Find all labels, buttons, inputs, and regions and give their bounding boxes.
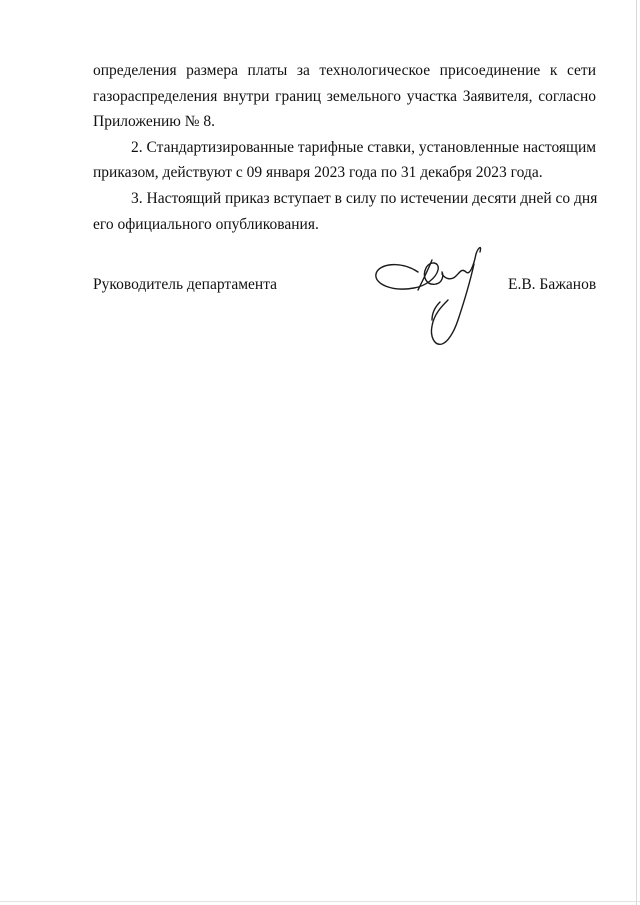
position-title: Руководитель департамента — [93, 276, 278, 293]
scan-edge-right — [636, 0, 637, 905]
paragraph-1-line-1: определения размера платы за технологическое присоединение к сети — [93, 62, 596, 79]
paragraph-2-line-1: 2. Стандартизированные тарифные ставки, установленные настоящим — [131, 139, 597, 156]
paragraph-1-line-3: Приложению № 8. — [93, 113, 216, 130]
paragraph-1-line-2: газораспределения внутри границ земельного участка Заявителя, согласно — [93, 88, 596, 105]
scan-edge-bottom — [0, 901, 640, 902]
paragraph-3-line-2: его официального опубликования. — [93, 216, 319, 233]
paragraph-3-line-1: 3. Настоящий приказ вступает в силу по истечении десяти дней со дня — [131, 190, 598, 207]
signer-name: Е.В. Бажанов — [508, 276, 597, 293]
paragraph-2-line-2: приказом, действуют с 09 января 2023 года по 31 декабря 2023 года. — [93, 164, 543, 181]
handwritten-signature-icon — [370, 242, 490, 350]
